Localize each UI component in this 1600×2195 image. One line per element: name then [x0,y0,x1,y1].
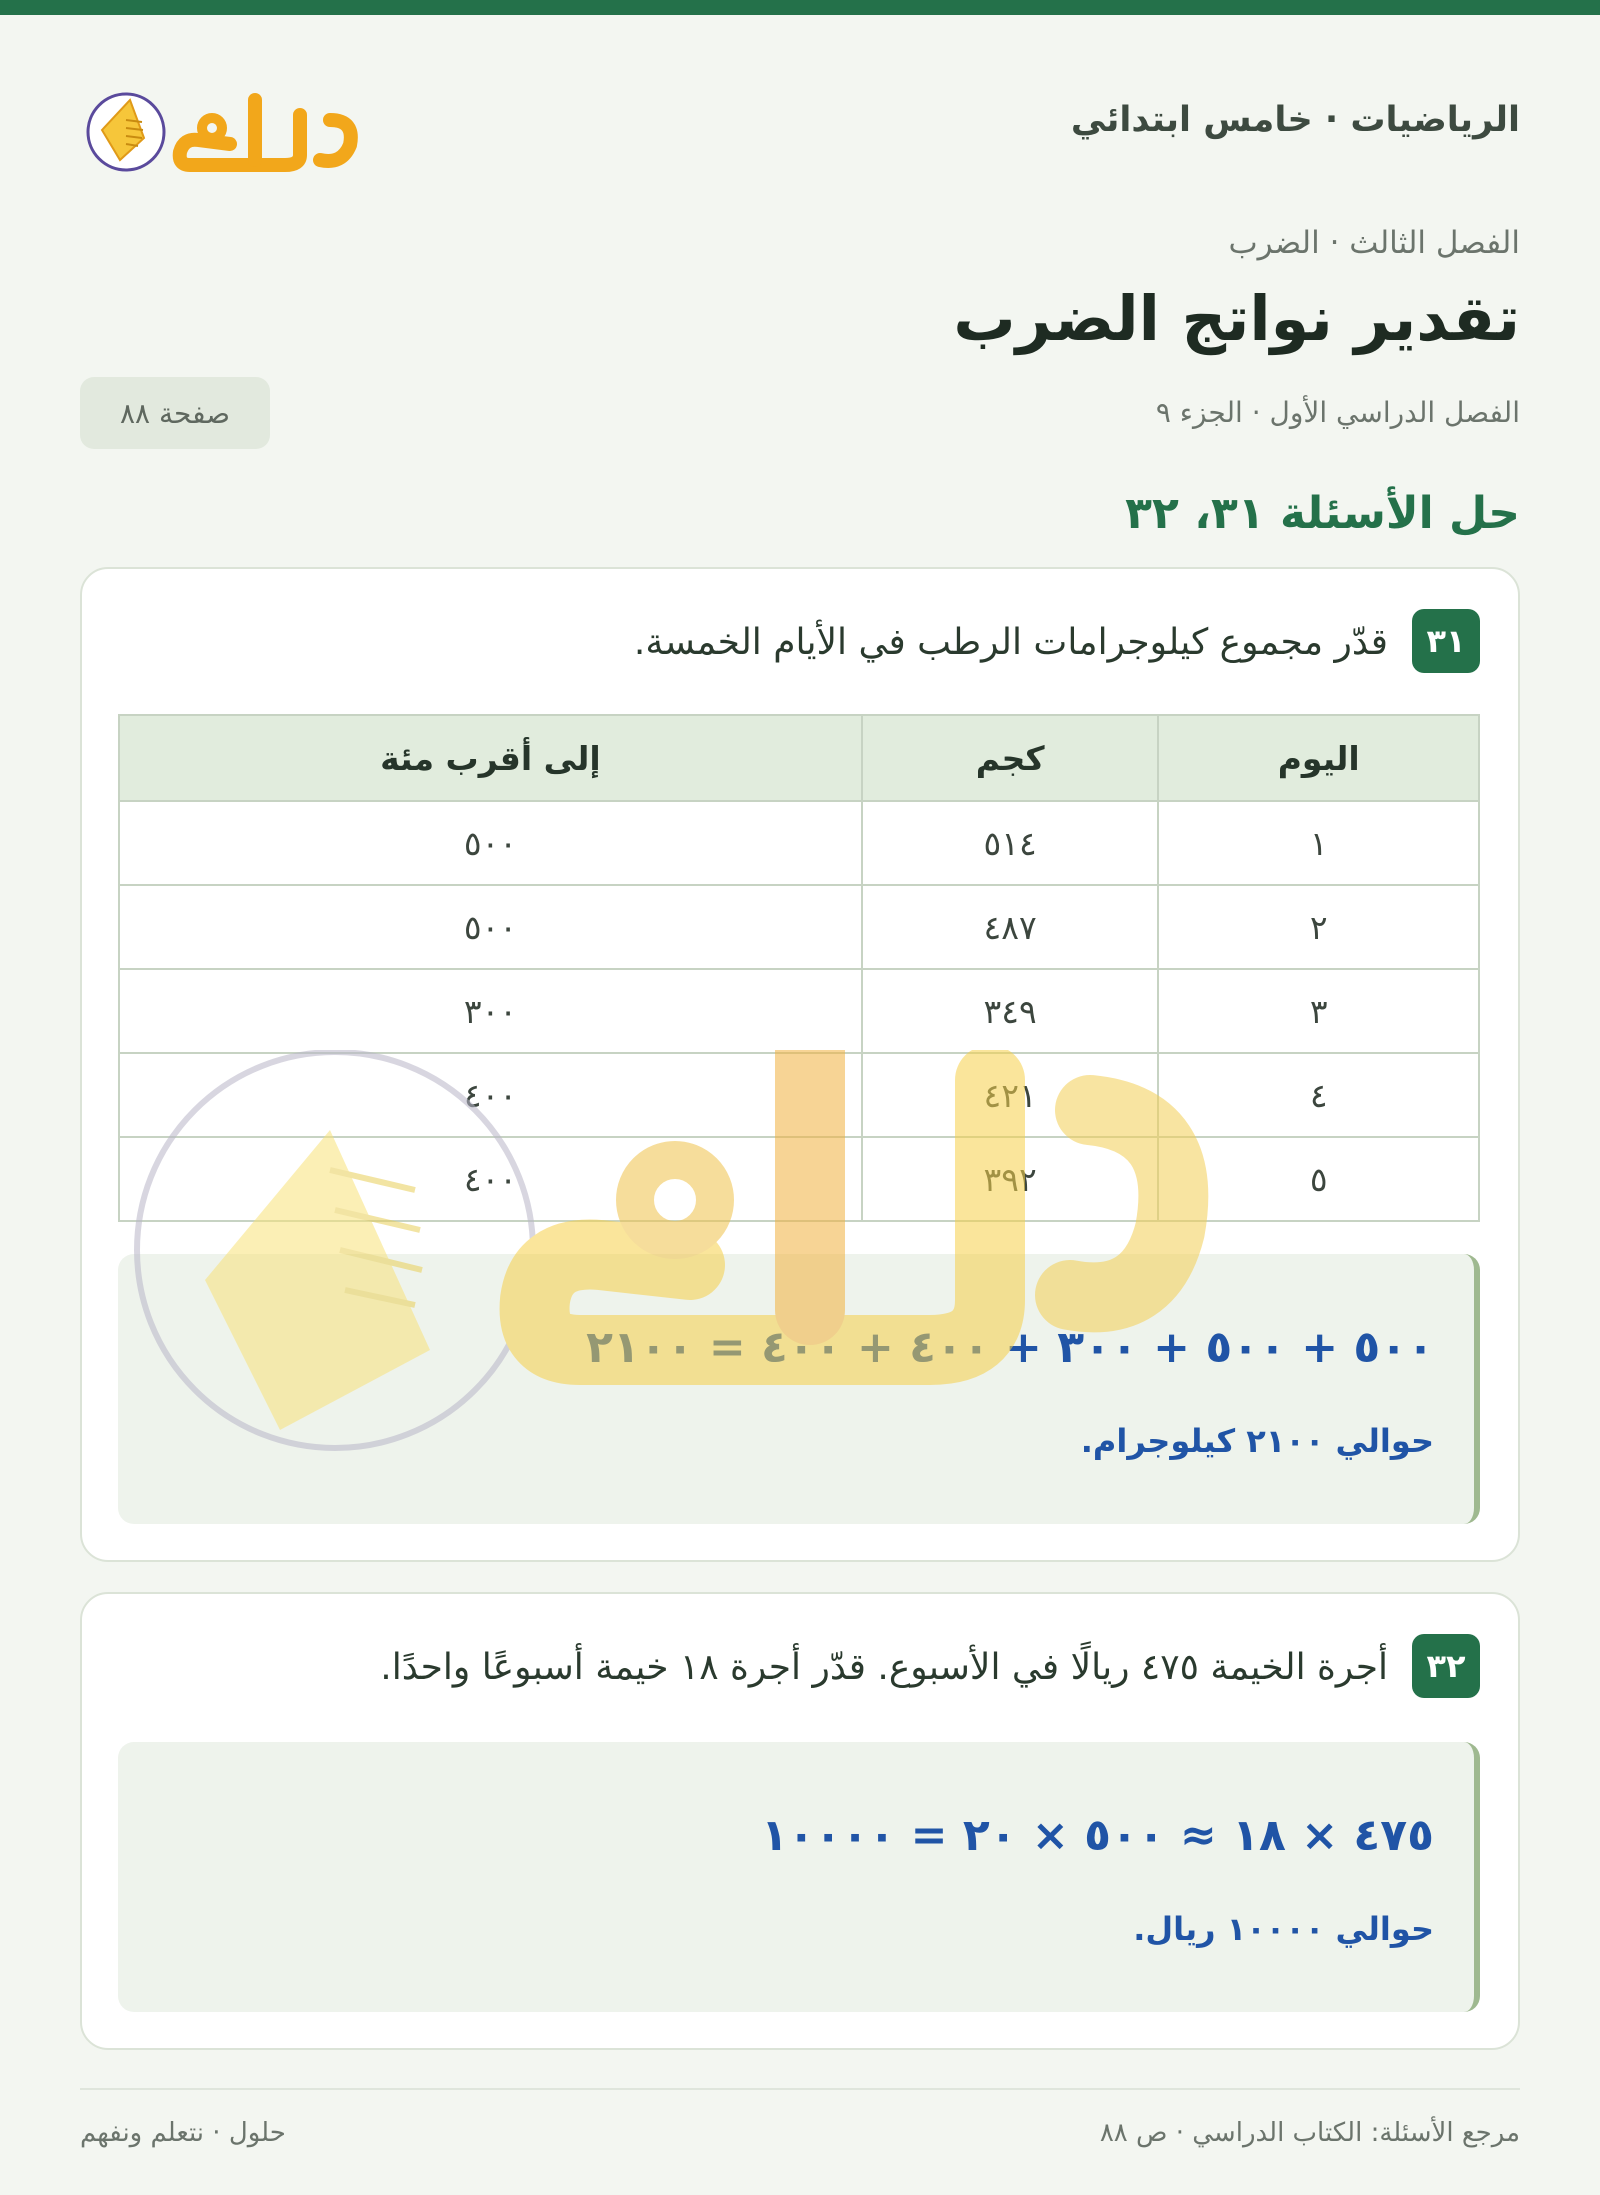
table-cell: ٤٠٠ [119,1137,862,1221]
table-cell: ٥١٤ [862,801,1159,885]
table-cell: ٥٠٠ [119,801,862,885]
question-number-badge: ٣٢ [1412,1634,1480,1698]
hulul-logo[interactable] [80,60,370,200]
table-cell: ٣٤٩ [862,969,1159,1053]
footer-brand: حلول · نتعلم ونفهم [80,2118,286,2148]
question-text: قدّر مجموع كيلوجرامات الرطب في الأيام الخمسة. [633,622,1388,663]
footer-divider [80,2088,1520,2090]
question-card-32 [80,1592,1520,2050]
term-label: الفصل الدراسي الأول · الجزء ٩ [1155,396,1520,429]
kilograms-table [118,714,1480,1222]
table-header-row [119,715,1479,801]
footer-source: مرجع الأسئلة: الكتاب الدراسي · ص ٨٨ [1099,2118,1520,2148]
column-header-day: اليوم [1158,715,1479,801]
top-accent-bar [0,0,1600,15]
subject-label: الرياضيات · خامس ابتدائي [1070,100,1520,140]
table-row [119,801,1479,885]
table-cell: ٥٠٠ [119,885,862,969]
table-cell: ٣ [1158,969,1479,1053]
page-header [80,60,1520,200]
answer-box [118,1742,1480,2012]
answer-note: حوالي ٢١٠٠ كيلوجرام. [1080,1422,1434,1460]
question-number-badge: ٣١ [1412,609,1480,673]
section-title: حل الأسئلة ٣١، ٣٢ [1125,488,1520,539]
table-cell: ٣٩٢ [862,1137,1159,1221]
column-header-rounded: إلى أقرب مئة [119,715,862,801]
answer-note: حوالي ١٠٠٠٠ ريال. [1133,1910,1434,1948]
page-number-badge: صفحة ٨٨ [80,377,270,449]
table-cell: ٤ [1158,1053,1479,1137]
table-cell: ٤٠٠ [119,1053,862,1137]
table-cell: ٤٨٧ [862,885,1159,969]
answer-equation: ٥٠٠ + ٥٠٠ + ٣٠٠ + ٤٠٠ + ٤٠٠ = ٢١٠٠ [586,1322,1434,1373]
table-row [119,885,1479,969]
table-cell: ١ [1158,801,1479,885]
table-row [119,1053,1479,1137]
question-card-31 [80,567,1520,1562]
table-cell: ٣٠٠ [119,969,862,1053]
table-cell: ٥ [1158,1137,1479,1221]
table-cell: ٢ [1158,885,1479,969]
table-cell: ٤٢١ [862,1053,1159,1137]
column-header-kg: كجم [862,715,1159,801]
answer-box [118,1254,1480,1524]
question-text: أجرة الخيمة ٤٧٥ ريالًا في الأسبوع. قدّر أجرة ١٨ خيمة أسبوعًا واحدًا. [380,1647,1388,1688]
table-row [119,1137,1479,1221]
table-row [119,969,1479,1053]
chapter-label: الفصل الثالث · الضرب [1228,225,1520,261]
answer-equation: ٤٧٥ × ١٨ ≈ ٥٠٠ × ٢٠ = ١٠٠٠٠ [761,1810,1434,1861]
page-title: تقدير نواتج الضرب [953,282,1520,355]
